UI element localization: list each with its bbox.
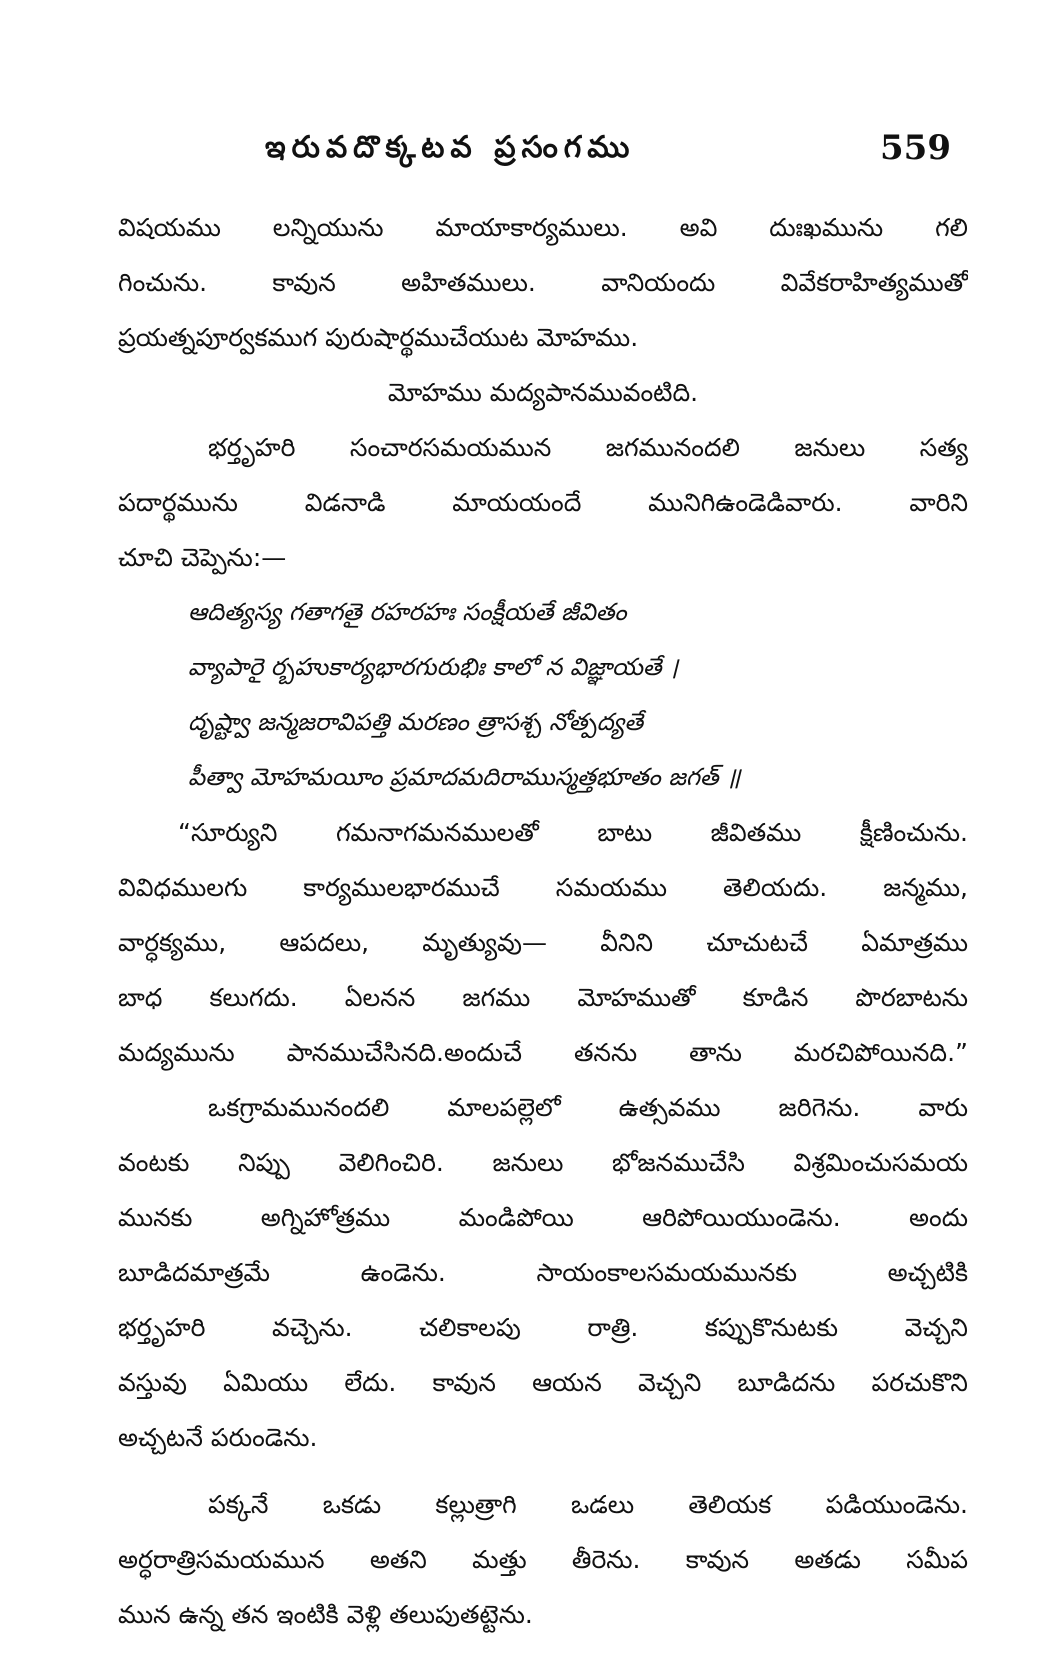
- text-line: “సూర్యుని గమనాగమనములతో బాటు జీవితము క్షీణించును.: [178, 818, 968, 847]
- text-line: చూచి చెప్పెను:—: [118, 543, 287, 572]
- text-line: మునకు అగ్నిహోత్రము మండిపోయి ఆరిపోయియుండెను. అందు: [118, 1203, 968, 1232]
- page-number: 559: [880, 128, 951, 168]
- text-line: అచ్చటనే పరుండెను.: [118, 1423, 318, 1452]
- text-line: వార్ధక్యము, ఆపదలు, మృత్యువు— వీనిని చూచుటచే ఏమాత్రము: [118, 928, 968, 957]
- text-line: మద్యమును పానముచేసినది.అందుచే తనను తాను మరచిపోయినది.”: [118, 1038, 968, 1067]
- running-title: ఇరువదొక్కటవ ప్రసంగము: [265, 130, 636, 165]
- text-line: విషయము లన్నియును మాయాకార్యములు. అవి దుఃఖమును గలి: [118, 213, 968, 242]
- text-line: ఒకగ్రామమునందలి మాలపల్లెలో ఉత్సవము జరిగెను. వారు: [208, 1093, 968, 1122]
- text-line: గించును. కావున అహితములు. వానియందు వివేకరాహిత్యముతో: [118, 268, 968, 297]
- verse-line: దృష్ట్వా జన్మజరావిపత్తి మరణం త్రాసశ్చ నోత్పద్యతే: [188, 708, 644, 736]
- text-line: అర్ధరాత్రిసమయమున అతని మత్తు తీరెను. కావున అతడు సమీప: [118, 1545, 968, 1574]
- verse-line: వ్యాపారై ర్బహుకార్యభారగురుభిః కాలో న విజ్ఞాయతే ।: [188, 653, 679, 681]
- text-line: భర్తృహరి సంచారసమయమున జగమునందలి జనులు సత్య: [208, 433, 968, 462]
- text-line: బూడిదమాత్రమే ఉండెను. సాయంకాలసమయమునకు అచ్చటికి: [118, 1258, 968, 1287]
- text-line: భర్తృహరి వచ్చెను. చలికాలపు రాత్రి. కప్పుకొనుటకు వెచ్చని: [118, 1313, 968, 1342]
- text-line: ప్రయత్నపూర్వకముగ పురుషార్థముచేయుట మోహము.: [118, 323, 639, 352]
- verse-line: ఆదిత్యస్య గతాగతై రహరహః సంక్షీయతే జీవితం: [188, 598, 627, 626]
- text-line: వంటకు నిప్పు వెలిగించిరి. జనులు భోజనముచేసి విశ్రమించుసమయ: [118, 1148, 968, 1177]
- page-body: [118, 200, 968, 1642]
- text-line: వివిధములగు కార్యములభారముచే సమయము తెలియదు. జన్మము,: [118, 873, 968, 902]
- text-line: వస్తువు ఏమియు లేదు. కావున ఆయన వెచ్చని బూడిదను పరచుకొని: [118, 1368, 968, 1397]
- section-heading: మోహము మద్యపానమువంటిది.: [387, 378, 699, 407]
- verse-line: పీత్వా మోహమయీం ప్రమాదమదిరాముస్మత్తభూతం జగత్ ॥: [188, 763, 741, 791]
- text-line: పదార్థమును విడనాడి మాయయందే మునిగిఉండెడివారు. వారిని: [118, 488, 968, 517]
- text-line: పక్కనే ఒకడు కల్లుత్రాగి ఒడలు తెలియక పడియుండెను.: [208, 1490, 968, 1519]
- text-line: మున ఉన్న తన ఇంటికి వెళ్లి తలుపుతట్టెను.: [118, 1600, 533, 1629]
- paragraph-gap: [118, 1465, 968, 1477]
- text-line: బాధ కలుగదు. ఏలనన జగము మోహముతో కూడిన పొరబాటను: [118, 983, 968, 1012]
